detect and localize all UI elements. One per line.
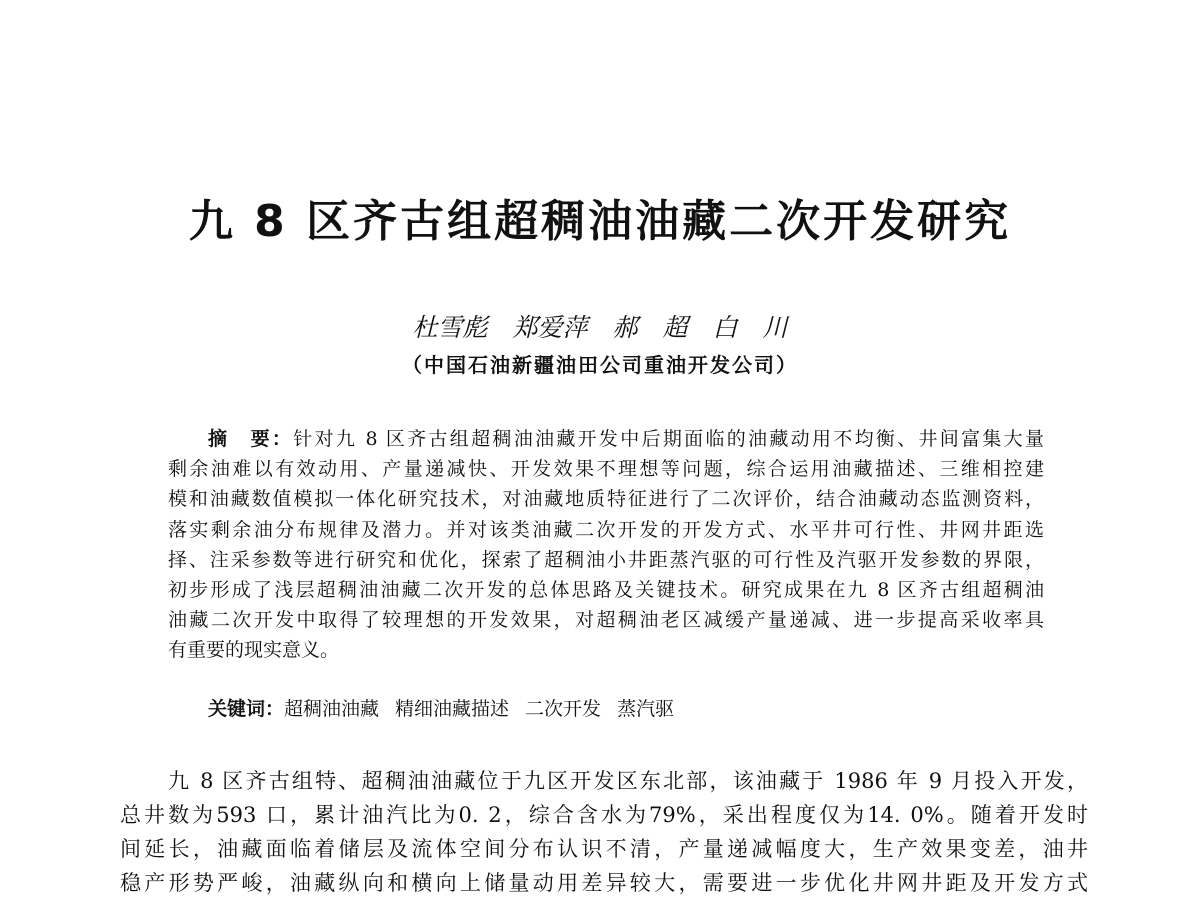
abstract-line: 剩余油难以有效动用、产量递减快、开发效果不理想等问题，综合运用油藏描述、三维相控建 <box>168 458 1044 481</box>
keywords-label: 关键词： <box>208 698 285 720</box>
abstract-line: 落实剩余油分布规律及潜力。并对该类油藏二次开发的开发方式、水平井可行性、井网井距选 <box>168 518 1044 541</box>
keyword-item: 蒸汽驱 <box>617 698 675 720</box>
abstract-line: 油藏二次开发中取得了较理想的开发效果，对超稠油老区减缓产量递减、进一步提高采收率具 <box>168 609 1044 632</box>
abstract-line-text: 针对九 8 区齐古组超稠油油藏开发中后期面临的油藏动用不均衡、井间富集大量 <box>293 428 1044 450</box>
author-list: 杜雪彪 郑爱萍 郝 超 白 川 <box>412 313 788 342</box>
keyword-item: 二次开发 <box>525 698 602 720</box>
abstract-section <box>168 424 1044 666</box>
keywords-line <box>208 694 1044 724</box>
abstract-line <box>168 424 1044 454</box>
body-line: 总井数为593 口，累计油汽比为0. 2，综合含水为79%，采出程度仅为14. 0%。随着开发时 <box>120 803 1088 827</box>
abstract-label: 摘 要： <box>208 428 294 450</box>
abstract-line: 有重要的现实意义。 <box>168 639 340 662</box>
abstract-line: 择、注采参数等进行研究和优化，探索了超稠油小井距蒸汽驱的可行性及汽驱开发参数的界限， <box>168 548 1044 571</box>
body-line: 稳产形势严峻，油藏纵向和横向上储量动用差异较大，需要进一步优化井网井距及开发方式 <box>120 871 1088 895</box>
body-line: 九 8 区齐古组特、超稠油油藏位于九区开发区东北部，该油藏于 1986 年 9 月投入开发， <box>168 769 1088 793</box>
paper-title: 九 8 区齐古组超稠油油藏二次开发研究 <box>188 196 1012 247</box>
keyword-item: 精细油藏描述 <box>395 698 510 720</box>
keyword-item: 超稠油油藏 <box>284 698 380 720</box>
abstract-line: 初步形成了浅层超稠油油藏二次开发的总体思路及关键技术。研究成果在九 8 区齐古组超稠油 <box>168 578 1044 601</box>
author-affiliation: （中国石油新疆油田公司重油开发公司） <box>402 353 798 377</box>
body-line: 间延长，油藏面临着储层及流体空间分布认识不清，产量递减幅度大，生产效果变差，油井 <box>120 837 1088 861</box>
abstract-line: 模和油藏数值模拟一体化研究技术，对油藏地质特征进行了二次评价，结合油藏动态监测资料， <box>168 488 1044 511</box>
body-paragraph <box>120 764 1088 900</box>
